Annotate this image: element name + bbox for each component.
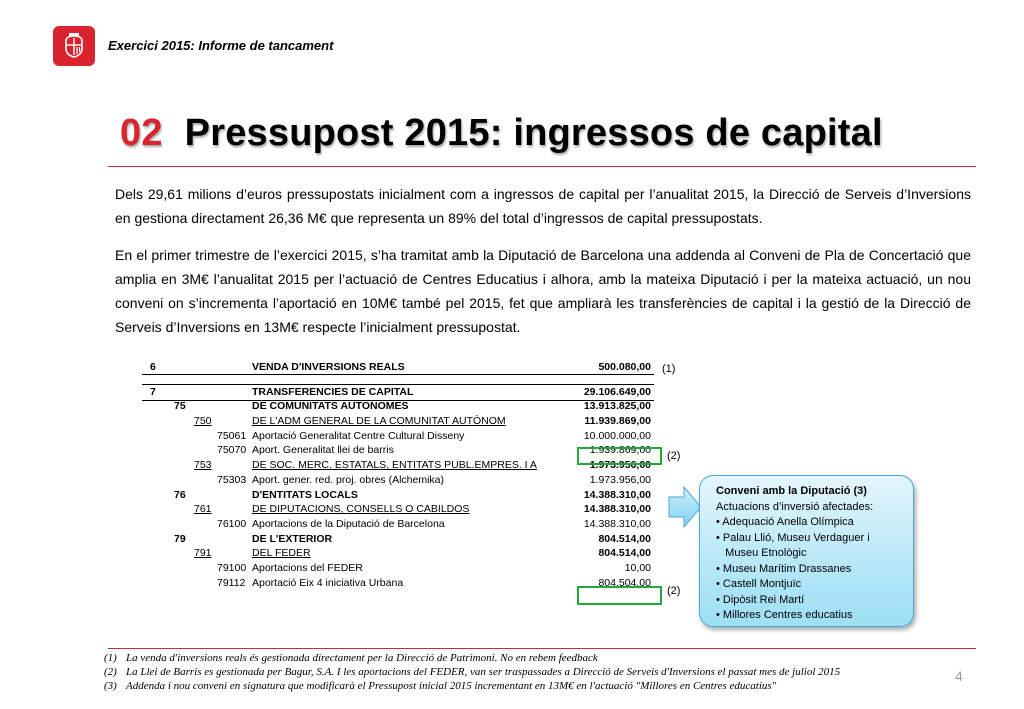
- callout-subtitle: Actuacions d’inversió afectades:: [716, 500, 874, 513]
- row-description: D'ENTITATS LOCALS: [252, 488, 358, 501]
- row-amount: 11.939.869,00: [584, 415, 651, 428]
- row-amount: 1.939.869,00: [589, 444, 651, 457]
- row-code: 791: [194, 547, 212, 560]
- barcelona-logo: [53, 26, 95, 66]
- list-item: Museu Etnològic: [716, 547, 807, 559]
- row-description: DE L'ADM GENERAL DE LA COMUNITAT AUTÒNOM: [252, 415, 506, 428]
- list-item: • Dipòsit Rei Martí: [716, 593, 805, 606]
- list-item: • Adequació Anella Olímpica: [716, 516, 854, 528]
- row-description: VENDA D'INVERSIONS REALS: [252, 361, 405, 373]
- row-description: Aportació Eix 4 iniciativa Urbana: [252, 576, 404, 589]
- budget-table: [142, 360, 657, 590]
- footnote-number: (3): [104, 680, 117, 692]
- table-row: [142, 546, 657, 561]
- list-item: • Palau Llió, Museu Verdaguer i: [716, 531, 870, 544]
- row-description: DE DIPUTACIONS, CONSELLS O CABILDOS: [252, 503, 470, 516]
- row-code: 79100: [217, 561, 247, 574]
- callout-title: Conveni amb la Diputació (3): [716, 485, 867, 497]
- row-amount: 500.080,00: [598, 361, 651, 373]
- table-row: [142, 488, 657, 503]
- paragraph-1: Dels 29,61 milions d’euros pressupostats inicialment com a ingressos de capital per l’anualitat 2015, la Direcció de Serveis d’Inversions en gestiona directament 26,36 M€ que representa un 89% del total d’ingressos de capital pressupostats.: [115, 186, 971, 226]
- row-amount: 10,00: [624, 561, 651, 574]
- footnote-number: (2): [104, 666, 117, 678]
- row-description: DE SOC. MERC. ESTATALS, ENTITATS PUBL.EMPRES. I A: [252, 459, 537, 472]
- row-code: 79: [174, 532, 186, 545]
- note-marker-2b: (2): [667, 585, 681, 597]
- highlight-box-feder: [577, 586, 662, 605]
- row-description: Aportacions del FEDER: [252, 561, 363, 574]
- footnote-1: [104, 652, 598, 665]
- row-description: DE L'EXTERIOR: [252, 532, 333, 545]
- note-marker-2a: (2): [667, 450, 681, 462]
- table-row: [142, 502, 657, 517]
- title-text: Pressupost 2015: ingressos de capital: [184, 112, 883, 154]
- table-row: [142, 385, 657, 400]
- table-row: [142, 473, 657, 488]
- row-code: 75070: [217, 444, 247, 457]
- row-amount: 804.504,00: [598, 576, 651, 589]
- page-title: [120, 112, 883, 155]
- footnote-text: Addenda i nou conveni en signatura que modificarà el Pressupost inicial 2015 incrementant en 13M€ en l'actuació "Millores en Centres educatius": [126, 680, 777, 692]
- row-code: 75303: [217, 473, 247, 486]
- table-row: [142, 414, 657, 429]
- row-description: TRANSFERENCIES DE CAPITAL: [252, 385, 414, 398]
- note-marker-1: (1): [662, 363, 676, 375]
- row-code: 79112: [217, 576, 246, 589]
- highlight-box-llei-barris: [577, 447, 662, 465]
- table-row: [142, 429, 657, 444]
- section-number: 02: [120, 112, 163, 154]
- row-amount: 14.388.310,00: [583, 503, 651, 516]
- row-description: Aport. gener. red. proj. obres (Alchemika): [252, 473, 445, 486]
- row-amount: 1.973.956,00: [589, 473, 651, 486]
- footer-divider: [108, 648, 976, 649]
- row-code: 75061: [217, 429, 247, 442]
- row-code: 75: [174, 400, 186, 413]
- footnote-number: (1): [104, 652, 117, 664]
- row-amount: 804.514,00: [598, 532, 651, 545]
- table-row: [142, 517, 657, 532]
- row-code: 753: [194, 459, 212, 472]
- row-amount: 14.388.310,00: [583, 488, 651, 501]
- row-description: Aportació Generalitat Centre Cultural Disseny: [252, 429, 465, 442]
- row-amount: 804.514,00: [598, 547, 651, 560]
- row-code: 7: [150, 385, 156, 398]
- table-row-spacer: [142, 375, 657, 385]
- row-code: 750: [194, 415, 212, 428]
- row-amount: 13.913.825,00: [583, 400, 651, 413]
- list-item: • Museu Marítim Drassanes: [716, 562, 852, 575]
- arrow-right-icon: [668, 486, 702, 528]
- header-subtitle: Exercici 2015: Informe de tancament: [108, 38, 334, 53]
- footnote-2: [104, 666, 840, 679]
- row-amount: 1.973.956,00: [589, 459, 651, 472]
- row-code: 6: [150, 361, 156, 373]
- callout-conveni-diputacio: [699, 475, 914, 627]
- row-description: DEL FEDER: [252, 547, 311, 560]
- footnote-text: La venda d'inversions reals és gestionada directament per la Direcció de Patrimoni. No en rebem feedback: [126, 652, 598, 664]
- table-row: [142, 532, 657, 547]
- list-item: • Millores Centres educatius: [716, 609, 853, 621]
- coat-of-arms-icon: [60, 32, 88, 60]
- footnote-text: La Llei de Barris es gestionada per Bagur, S.A. I les aportacions del FEDER, van ser traspassades a Direcció de Serveis d'Inversions el passat mes de juliol 2015: [126, 666, 841, 678]
- table-row: [142, 561, 657, 576]
- row-code: 761: [194, 503, 212, 516]
- row-description: Aport. Generalitat llei de barris: [252, 444, 394, 457]
- table-row: [142, 360, 657, 375]
- list-item: • Castell Montjuïc: [716, 578, 802, 590]
- row-description: DE COMUNITATS AUTONOMES: [252, 400, 409, 413]
- page-number: 4: [955, 668, 963, 684]
- footnote-3: [104, 680, 776, 693]
- row-amount: 29.106.649,00: [583, 385, 651, 398]
- row-code: 76: [174, 488, 186, 501]
- paragraph-2: En el primer trimestre de l’exercici 2015, s’ha tramitat amb la Diputació de Barcelona una addenda al Conveni de Pla de Concertació que amplia en 3M€ l’anualitat 2015 per l’actuació de Centres Educatius i alhora, amb la mateixa Diputació i per la mateixa actuació, un nou conveni on s’incrementa l’aportació en 10M€ també pel 2015, fet que ampliarà les transferències de capital i la gestió de la Direcció de Serveis d’Inversions en 13M€ respecte l’inicialment pressupostat.: [115, 247, 971, 335]
- row-description: Aportacions de la Diputació de Barcelona: [252, 517, 445, 530]
- row-amount: 14.388.310,00: [583, 517, 651, 530]
- row-amount: 10.000.000,00: [583, 429, 651, 442]
- title-divider: [108, 166, 976, 167]
- row-code: 76100: [217, 517, 247, 530]
- table-row: [142, 399, 657, 414]
